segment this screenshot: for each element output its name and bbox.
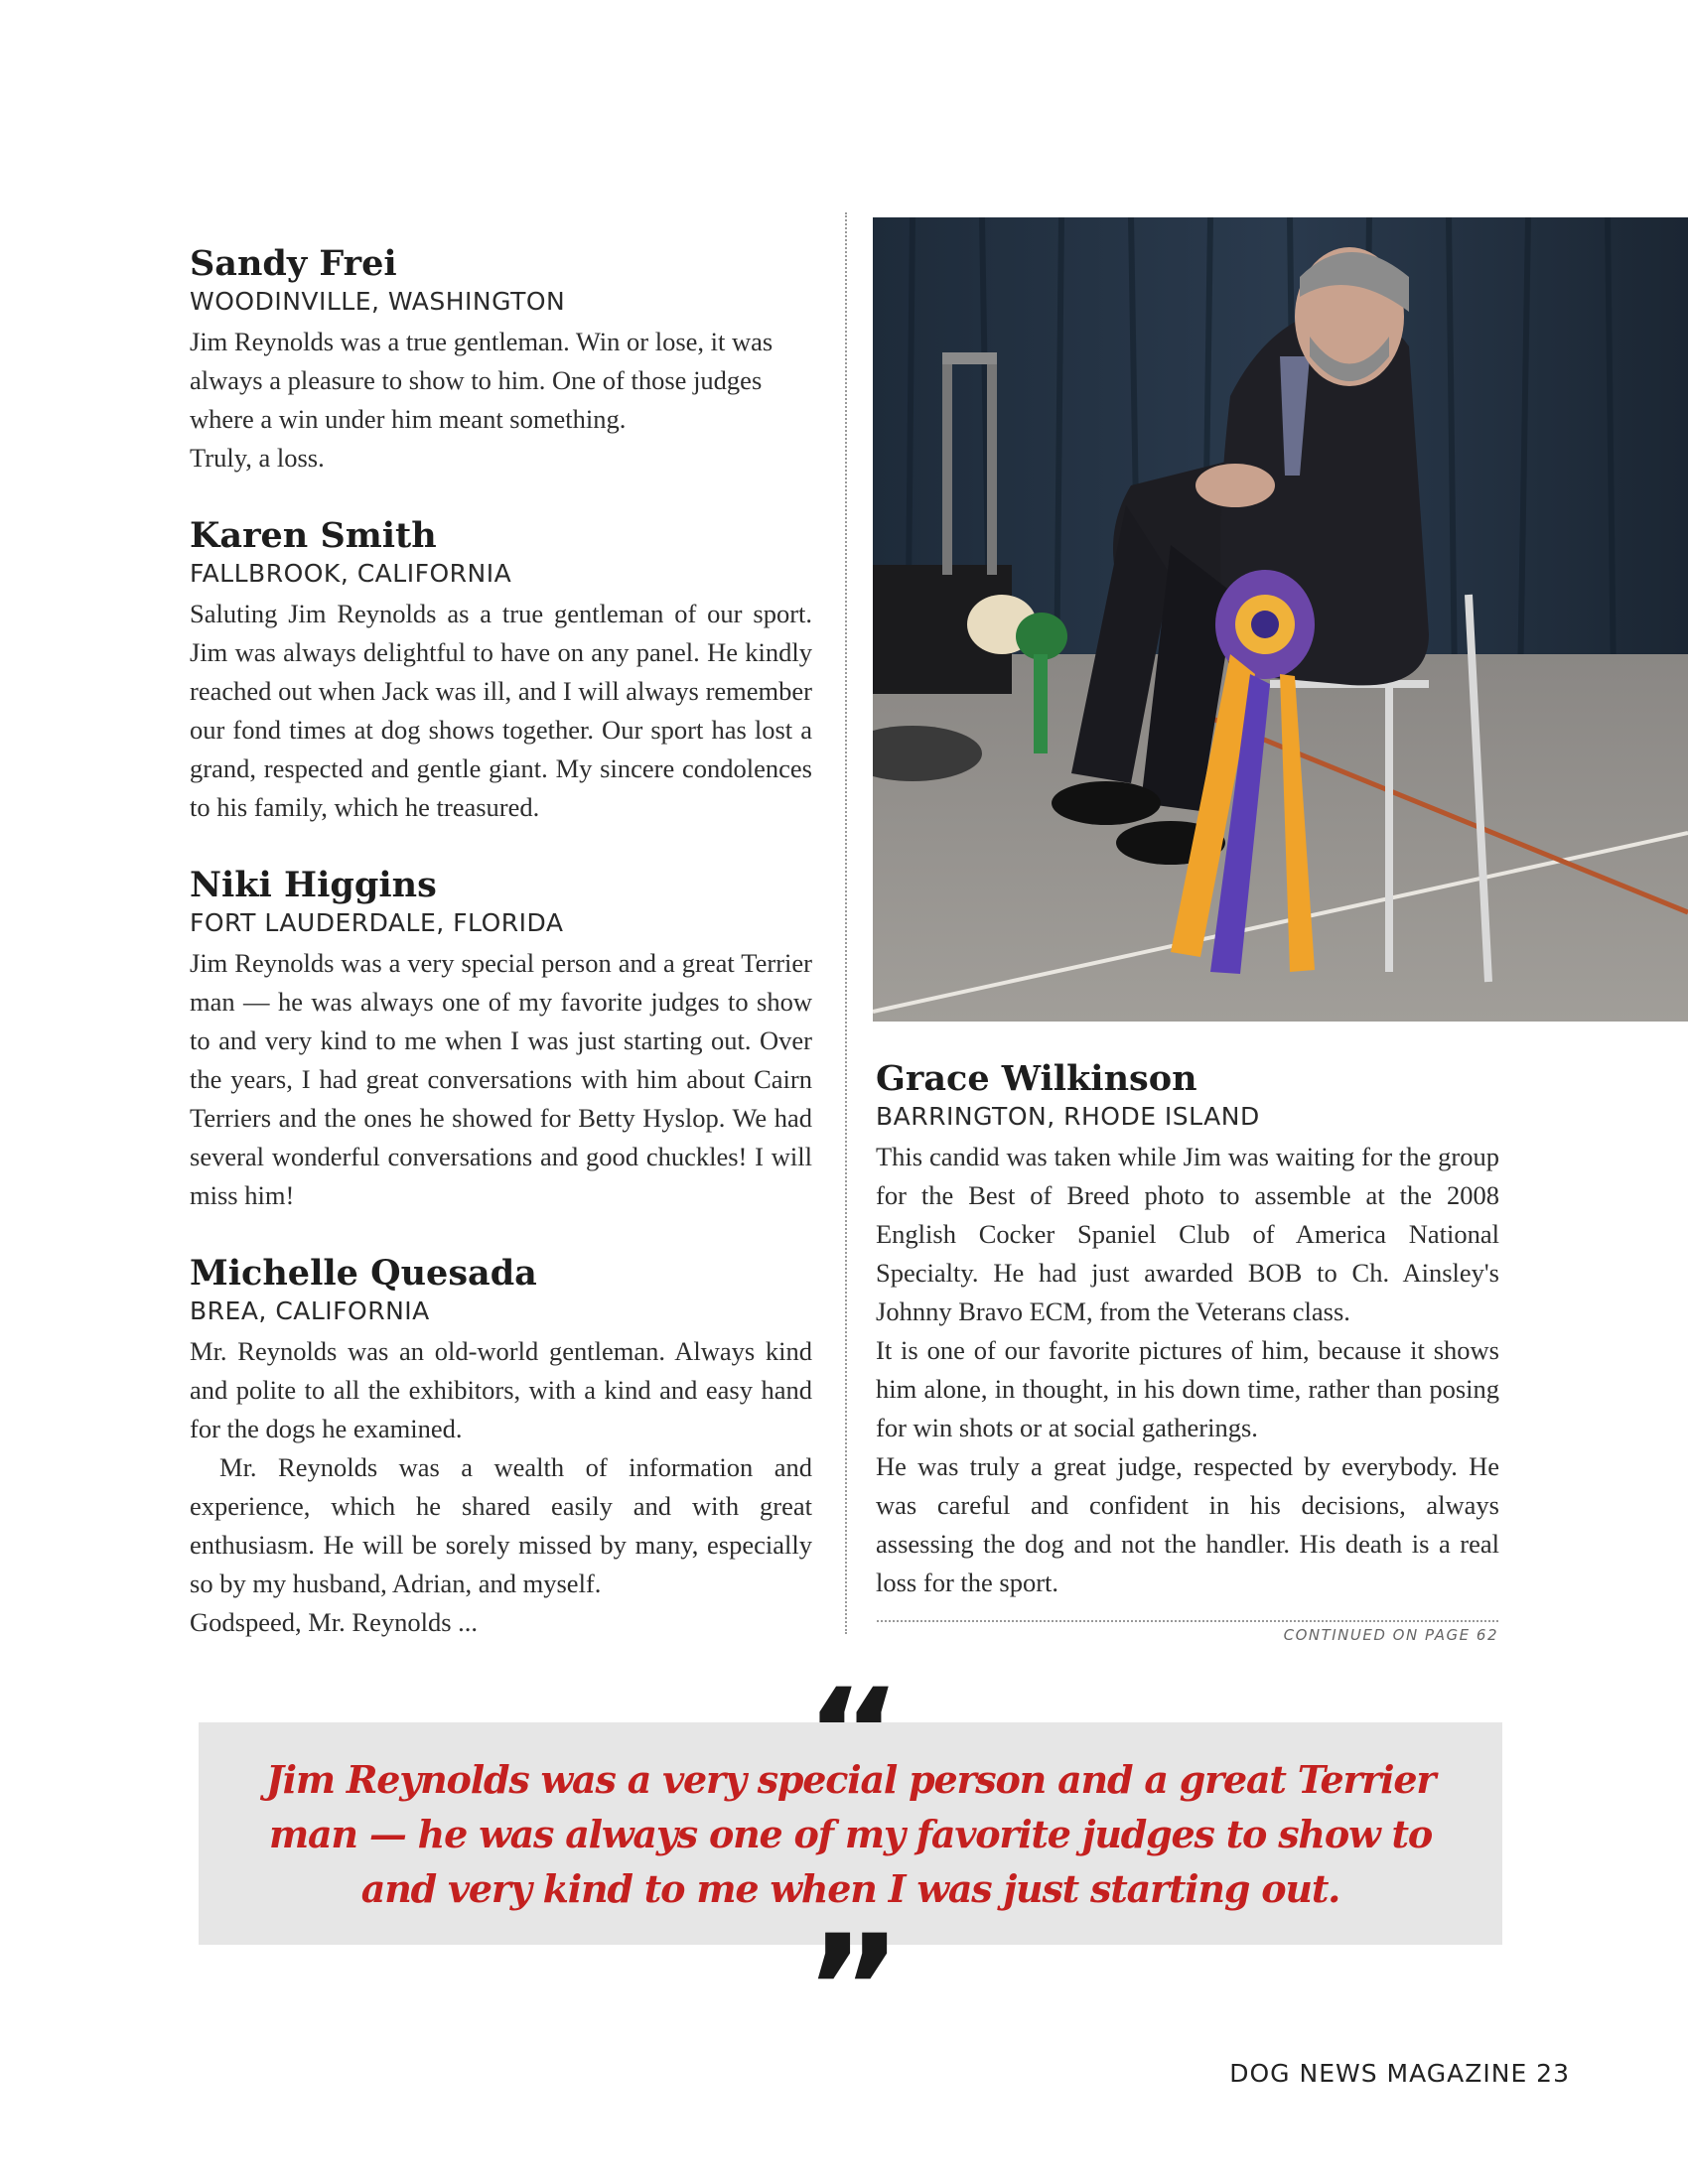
tribute-paragraph: It is one of our favorite pictures of him, because it shows him alone, in thought, in his down time, rather than posing for win shots or at social gatherings. xyxy=(876,1335,1499,1442)
author-location: WOODINVILLE, WASHINGTON xyxy=(190,287,566,316)
close-quote-icon: ” xyxy=(804,1904,903,2077)
tribute-paragraph: Saluting Jim Reynolds as a true gentleman of our sport. Jim was always delightful to have on any panel. He kindly reached out when Jack was ill, and I will always remember our fond times at dog shows together. Our sport has lost a grand, respected and gentle giant. My sincere condolences to his family, which he treasured. xyxy=(190,599,812,822)
tribute-paragraph: Mr. Reynolds was a wealth of information and experience, which he shared easily and with great enthusiasm. He will be sorely missed by many, especially so by my husband, Adrian, and myself. xyxy=(190,1452,812,1598)
tribute-entry-niki-higgins xyxy=(190,865,812,1215)
author-name: Grace Wilkinson xyxy=(876,1058,1197,1099)
tribute-entry-michelle-quesada xyxy=(190,1253,812,1642)
author-name: Karen Smith xyxy=(190,515,437,556)
tribute-paragraph: This candid was taken while Jim was waiting for the group for the Best of Breed photo to assemble at the 2008 English Cocker Spaniel Club of America National Specialty. He had just awarded BOB to Ch. Ainsley's Johnny Bravo ECM, from the Veterans class. xyxy=(876,1142,1499,1326)
tribute-paragraph: Jim Reynolds was a true gentleman. Win or lose, it was always a pleasure to show to him. One of those judges where a win under him meant something. xyxy=(190,327,774,434)
tribute-paragraph: Truly, a loss. xyxy=(190,443,325,473)
tribute-paragraph: Godspeed, Mr. Reynolds ... xyxy=(190,1607,479,1637)
author-location: BREA, CALIFORNIA xyxy=(190,1297,430,1325)
author-name: Sandy Frei xyxy=(190,243,397,284)
page-folio: DOG NEWS MAGAZINE 23 xyxy=(1229,2059,1570,2088)
author-name: Michelle Quesada xyxy=(190,1253,537,1294)
tribute-entry-karen-smith xyxy=(190,515,812,827)
right-column xyxy=(876,1058,1499,1640)
pullquote-text: Jim Reynolds was a very special person and a great Terrier man — he was always one of my favorite judges to show to and very kind to me when I was just starting out. xyxy=(265,1756,1436,1911)
tribute-entry-sandy-frei xyxy=(190,243,812,478)
tribute-paragraph: Jim Reynolds was a very special person and a great Terrier man — he was always one of my favorite judges to show to and very kind to me when I was just starting out. Over the years, I had great conversations with him about Cairn Terriers and the ones he showed for Betty Hyslop. We had several wonderful conversations and good chuckles! I will miss him! xyxy=(190,948,812,1210)
tribute-paragraph: Mr. Reynolds was an old-world gentleman. Always kind and polite to all the exhibitors, with a kind and easy hand for the dogs he examined. xyxy=(190,1336,812,1443)
tribute-paragraph: He was truly a great judge, respected by everybody. He was careful and confident in his decisions, always assessing the dog and not the handler. His death is a real loss for the sport. xyxy=(876,1451,1499,1597)
judge-portrait-photo xyxy=(873,217,1688,1022)
continued-on-page-link[interactable]: CONTINUED ON PAGE 62 xyxy=(1283,1626,1498,1644)
author-location: FALLBROOK, CALIFORNIA xyxy=(190,559,512,588)
column-divider xyxy=(845,212,847,1634)
tribute-entry-grace-wilkinson xyxy=(876,1058,1499,1602)
author-location: BARRINGTON, RHODE ISLAND xyxy=(876,1102,1260,1131)
left-column xyxy=(190,243,812,1680)
author-name: Niki Higgins xyxy=(190,865,437,905)
continued-rule xyxy=(877,1620,1498,1622)
author-location: FORT LAUDERDALE, FLORIDA xyxy=(190,908,564,937)
